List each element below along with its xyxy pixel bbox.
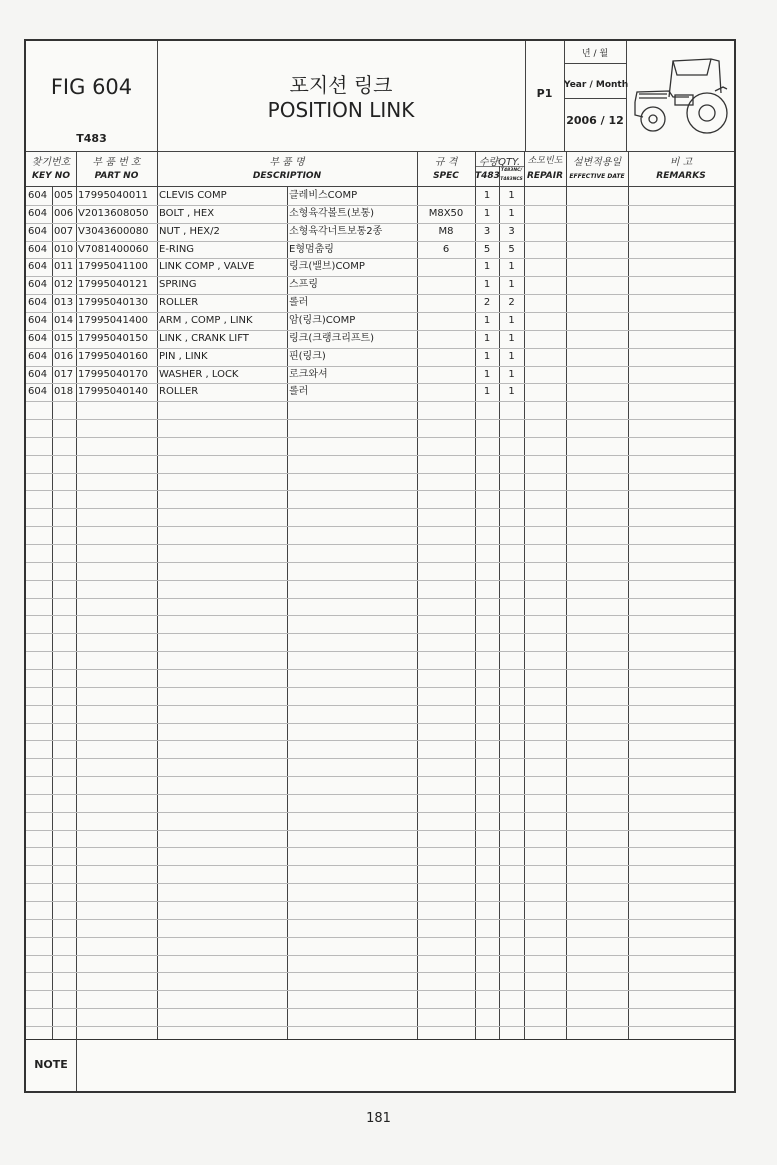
row-rule — [26, 865, 734, 866]
qty-t483nc-cell: 5 — [508, 243, 515, 255]
row-rule — [26, 455, 734, 456]
row-rule — [26, 615, 734, 616]
description-ko-cell: 로크와셔 — [289, 368, 328, 380]
description-en-cell: WASHER , LOCK — [159, 368, 239, 380]
spec-cell — [417, 330, 475, 348]
table-row — [26, 258, 734, 276]
part-no-cell: 17995041100 — [78, 261, 148, 273]
description-ko-cell: 핀(링크) — [289, 350, 326, 362]
table-row — [26, 383, 734, 401]
qty-t483nc-cell: 1 — [508, 350, 515, 362]
qty-t483-cell: 1 — [483, 207, 491, 219]
row-rule — [26, 740, 734, 741]
qty-t483nc-cell: 1 — [508, 368, 515, 380]
qty-t483nc-cell: 3 — [508, 225, 515, 237]
row-rule — [26, 901, 734, 902]
row-rule — [26, 990, 734, 991]
fig-cell: 604 — [28, 279, 48, 291]
description-en-cell: NUT , HEX/2 — [159, 225, 220, 237]
remarks-header-ko: 비 고 — [669, 157, 693, 168]
description-en-cell: ROLLER — [159, 386, 199, 398]
key-cell: 011 — [54, 261, 74, 273]
remarks-header: REMARKS — [656, 171, 706, 181]
table-row — [26, 187, 734, 205]
description-ko-cell: E형멈춤링 — [289, 243, 334, 255]
qty-t483-cell: 1 — [483, 190, 491, 201]
key-cell: 018 — [54, 386, 74, 398]
spec-cell: 6 — [442, 243, 450, 255]
key-cell: 017 — [54, 368, 74, 380]
row-rule — [26, 723, 734, 724]
row-rule — [26, 651, 734, 652]
spec-cell — [417, 366, 475, 384]
qty-t483-cell: 5 — [483, 243, 491, 255]
table-row — [26, 348, 734, 366]
qty-t483nc-cell: 2 — [508, 297, 515, 309]
qty-t483nc-cell: 1 — [508, 190, 515, 201]
row-rule — [26, 1008, 734, 1009]
repair-header-ko: 소모빈도 — [527, 156, 563, 166]
description-ko-cell: 소형육각볼트(보통) — [289, 207, 375, 219]
spec-cell — [417, 276, 475, 294]
table-row — [26, 276, 734, 294]
table-row — [26, 223, 734, 241]
year-month-korean: 년 / 월 — [581, 49, 609, 59]
row-rule — [26, 508, 734, 509]
year-month-english: Year / Month — [564, 80, 629, 90]
table-row — [26, 312, 734, 330]
spec-header-ko: 규 격 — [434, 157, 458, 168]
row-rule — [26, 812, 734, 813]
description-en-cell: CLEVIS COMP — [159, 190, 227, 201]
description-en-cell: ARM , COMP , LINK — [159, 314, 253, 326]
spec-cell — [417, 294, 475, 312]
note-label: NOTE — [34, 1058, 68, 1071]
table-row — [26, 366, 734, 384]
description-ko-cell: 스프링 — [289, 279, 318, 291]
qty-t483-cell: 1 — [483, 279, 491, 291]
part-no-cell: 17995041400 — [78, 314, 148, 326]
description-ko-cell: 롤러 — [289, 297, 309, 309]
key-cell: 015 — [54, 332, 74, 344]
description-header-ko: 부 품 명 — [269, 157, 305, 168]
part-no-cell: 17995040140 — [78, 386, 148, 398]
key-cell: 012 — [54, 279, 74, 291]
spec-cell — [417, 187, 475, 205]
row-rule — [26, 758, 734, 759]
spec-cell: M8X50 — [428, 207, 464, 219]
fig-label: FIG 604 — [50, 75, 133, 99]
row-rule — [26, 705, 734, 706]
key-cell: 005 — [54, 190, 74, 201]
qty-t483nc-cell: 1 — [508, 314, 515, 326]
qty-t483ncs-header: T483NCS — [500, 177, 523, 182]
parts-sheet — [24, 39, 736, 1093]
title-korean: 포지션 링크 — [289, 73, 393, 97]
fig-cell: 604 — [28, 386, 48, 398]
qty-t483-header: T483 — [475, 171, 500, 181]
row-rule — [26, 883, 734, 884]
fig-cell: 604 — [28, 368, 48, 380]
description-header: DESCRIPTION — [252, 171, 322, 181]
title-divider — [626, 41, 627, 151]
part-no-cell: 17995040170 — [78, 368, 148, 380]
table-row — [26, 294, 734, 312]
qty-t483-cell: 1 — [483, 314, 491, 326]
key-no-header: KEY NO — [32, 171, 70, 181]
row-rule — [26, 830, 734, 831]
qty-t483nc-cell: 1 — [508, 261, 515, 273]
row-rule — [26, 490, 734, 491]
issue-date: 2006 / 12 — [566, 114, 624, 127]
description-ko-cell: 소형육각너트보통2종 — [289, 225, 383, 237]
qty-t483-cell: 3 — [483, 225, 491, 237]
description-ko-cell: 롤러 — [289, 386, 309, 398]
repair-header: REPAIR — [526, 171, 564, 181]
row-rule — [26, 919, 734, 920]
qty-t483-cell: 1 — [483, 368, 491, 380]
note-divider — [26, 1039, 734, 1040]
effective-date-header-ko: 설변적용일 — [572, 157, 622, 168]
key-cell: 006 — [54, 207, 74, 219]
part-no-cell: V3043600080 — [78, 225, 149, 237]
page-label: P1 — [536, 87, 553, 100]
fig-cell: 604 — [28, 314, 48, 326]
qty-t483-cell: 1 — [483, 332, 491, 344]
spec-cell — [417, 383, 475, 401]
key-no-header-ko: 찾기번호 — [31, 157, 71, 168]
row-rule — [26, 598, 734, 599]
fig-cell: 604 — [28, 261, 48, 273]
qty-header: 수량QTY. — [478, 157, 521, 168]
description-en-cell: BOLT , HEX — [159, 207, 215, 219]
row-rule — [26, 687, 734, 688]
description-ko-cell: 링크(밸브)COMP — [289, 261, 365, 273]
fig-cell: 604 — [28, 207, 48, 219]
description-en-cell: SPRING — [159, 279, 197, 291]
key-cell: 010 — [54, 243, 74, 255]
row-rule — [26, 669, 734, 670]
row-rule — [26, 526, 734, 527]
title-divider — [564, 98, 626, 99]
part-no-cell: V2013608050 — [78, 207, 149, 219]
row-rule — [26, 580, 734, 581]
row-rule — [26, 633, 734, 634]
part-no-cell: 17995040130 — [78, 297, 148, 309]
key-cell: 016 — [54, 350, 74, 362]
row-rule — [26, 794, 734, 795]
fig-cell: 604 — [28, 243, 48, 255]
page-number: 181 — [366, 1111, 391, 1126]
qty-t483-cell: 2 — [483, 297, 491, 309]
row-rule — [26, 1026, 734, 1027]
fig-cell: 604 — [28, 332, 48, 344]
tractor-drawing-icon — [629, 47, 733, 137]
description-en-cell: E-RING — [159, 243, 195, 255]
fig-cell: 604 — [28, 190, 48, 201]
row-rule — [26, 847, 734, 848]
row-rule — [26, 776, 734, 777]
part-no-cell: V7081400060 — [78, 243, 149, 255]
table-row — [26, 205, 734, 223]
qty-t483nc-header: T483NC/ — [500, 168, 523, 173]
title-english: POSITION LINK — [267, 98, 415, 122]
spec-cell — [417, 258, 475, 276]
description-ko-cell: 클레비스COMP — [289, 190, 358, 201]
row-rule — [26, 419, 734, 420]
effective-date-header: EFFECTIVE DATE — [569, 173, 625, 180]
part-no-cell: 17995040011 — [78, 190, 148, 201]
row-rule — [26, 562, 734, 563]
key-cell: 013 — [54, 297, 74, 309]
qty-t483nc-cell: 1 — [508, 207, 515, 219]
description-ko-cell: 링크(크랭크리프트) — [289, 332, 375, 344]
spec-cell — [417, 348, 475, 366]
qty-t483-cell: 1 — [483, 350, 491, 362]
qty-t483nc-cell: 1 — [508, 386, 515, 398]
row-rule — [26, 955, 734, 956]
fig-cell: 604 — [28, 350, 48, 362]
spec-cell: M8 — [438, 225, 454, 237]
key-cell: 014 — [54, 314, 74, 326]
row-rule — [26, 473, 734, 474]
part-no-header-ko: 부 품 번 호 — [92, 157, 141, 168]
row-rule — [26, 972, 734, 973]
part-no-header: PART NO — [94, 171, 139, 181]
part-no-cell: 17995040121 — [78, 279, 148, 291]
fig-cell: 604 — [28, 297, 48, 309]
model-label: T483 — [76, 132, 107, 145]
table-row — [26, 241, 734, 259]
fig-cell: 604 — [28, 225, 48, 237]
description-en-cell: LINK , CRANK LIFT — [159, 332, 249, 344]
table-row — [26, 330, 734, 348]
description-ko-cell: 암(링크)COMP — [289, 314, 356, 326]
qty-t483nc-cell: 1 — [508, 332, 515, 344]
row-rule — [26, 937, 734, 938]
key-cell: 007 — [54, 225, 74, 237]
qty-t483nc-cell: 1 — [508, 279, 515, 291]
spec-header: SPEC — [433, 171, 459, 181]
part-no-cell: 17995040150 — [78, 332, 148, 344]
note-column-line — [76, 1039, 77, 1091]
qty-t483-cell: 1 — [483, 386, 491, 398]
description-en-cell: ROLLER — [159, 297, 199, 309]
description-en-cell: LINK COMP , VALVE — [159, 261, 255, 273]
spec-cell — [417, 312, 475, 330]
part-no-cell: 17995040160 — [78, 350, 148, 362]
qty-t483-cell: 1 — [483, 261, 491, 273]
row-rule — [26, 437, 734, 438]
row-rule — [26, 544, 734, 545]
description-en-cell: PIN , LINK — [159, 350, 208, 362]
title-divider — [564, 63, 626, 64]
